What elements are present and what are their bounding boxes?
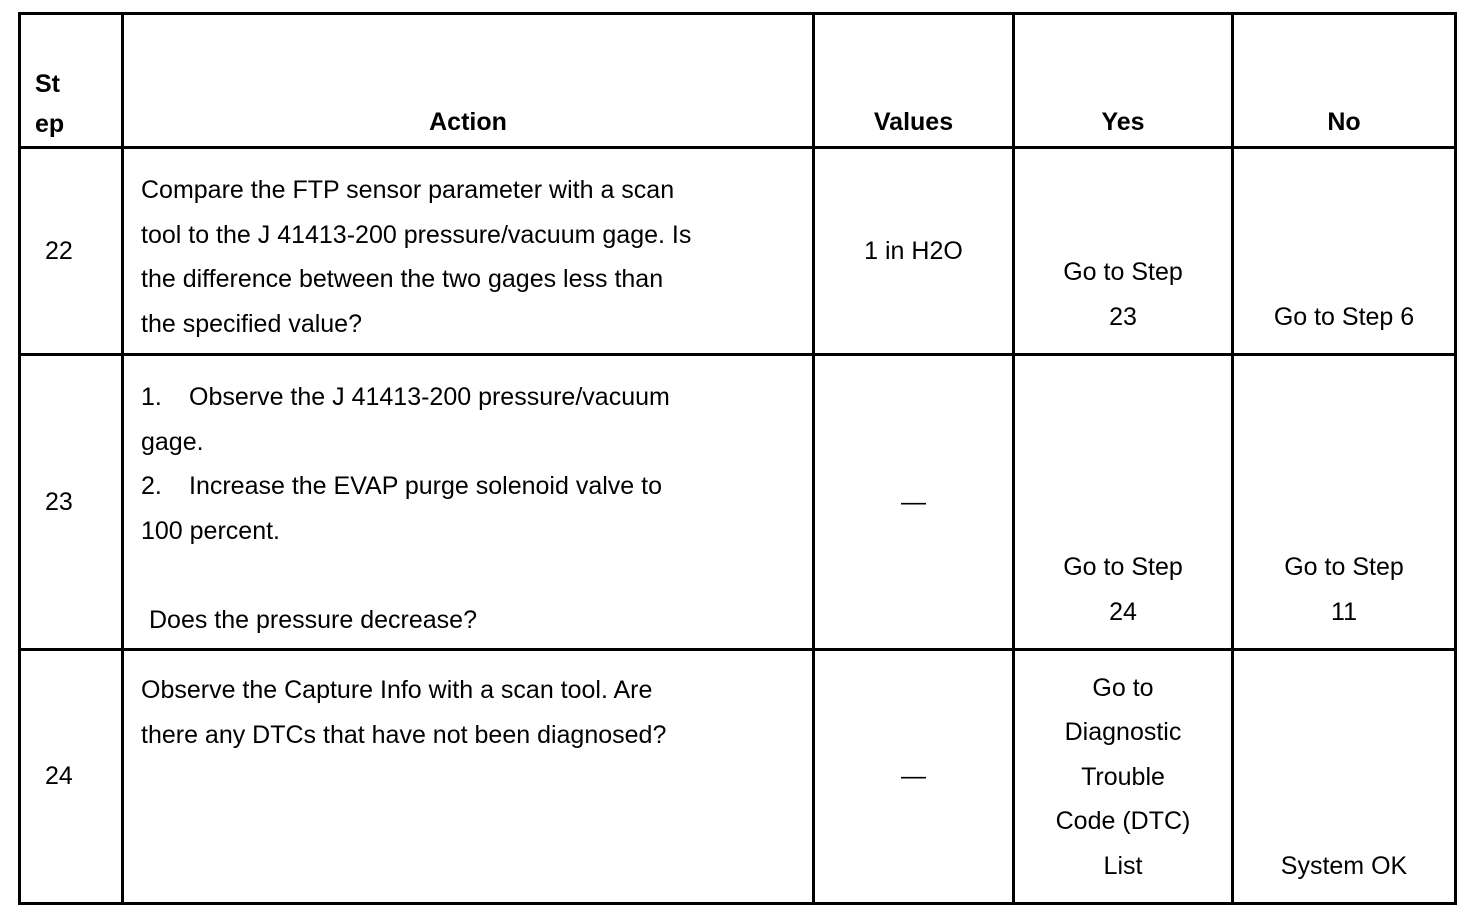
- action-question: Does the pressure decrease?: [149, 605, 477, 634]
- value-cell: —: [814, 355, 1014, 650]
- yes-cell: [1014, 148, 1233, 355]
- action-cell: [123, 148, 814, 355]
- table-header-row: [20, 14, 1456, 148]
- yes-line: List: [1103, 851, 1143, 880]
- header-action: Action: [123, 14, 814, 148]
- list-item-text: Observe the J 41413-200 pressure/vacuum: [189, 383, 670, 411]
- action-line: Observe the Capture Info with a scan tool. Are: [141, 676, 653, 704]
- no-cell: [1233, 355, 1456, 650]
- yes-line: Go to Step: [1063, 258, 1183, 286]
- list-item-continuation: 100 percent.: [141, 516, 280, 545]
- header-values: Values: [814, 14, 1014, 148]
- table-row-step-22: [20, 148, 1456, 355]
- action-line: tool to the J 41413-200 pressure/vacuum gage. Is: [141, 220, 692, 249]
- table-row-step-23: [20, 355, 1456, 650]
- yes-line: Go to: [1092, 673, 1154, 702]
- header-step: St ep: [20, 14, 123, 148]
- action-line: Compare the FTP sensor parameter with a scan: [141, 176, 675, 204]
- no-line: Go to Step: [1284, 553, 1404, 581]
- action-cell: [123, 355, 814, 650]
- no-line: 11: [1331, 597, 1357, 626]
- no-line: Go to Step 6: [1273, 302, 1415, 331]
- yes-line: 24: [1109, 597, 1137, 626]
- action-line: the specified value?: [141, 309, 362, 338]
- step-number: 23: [20, 355, 123, 650]
- list-item-number: 2.: [141, 472, 162, 500]
- header-no: No: [1233, 14, 1456, 148]
- yes-line: Go to Step: [1063, 553, 1183, 581]
- diagnostic-steps-table: [18, 12, 1457, 905]
- yes-line: Diagnostic: [1064, 718, 1182, 746]
- yes-line: Trouble: [1081, 762, 1165, 791]
- no-cell: [1233, 650, 1456, 904]
- header-yes: Yes: [1014, 14, 1233, 148]
- list-item-continuation: gage.: [141, 427, 204, 456]
- list-item-number: 1.: [141, 383, 162, 411]
- step-number: 24: [20, 650, 123, 904]
- list-item: [141, 464, 792, 509]
- yes-line: Code (DTC): [1055, 807, 1191, 835]
- list-item: [141, 375, 792, 420]
- action-cell: [123, 650, 814, 904]
- value-cell: 1 in H2O: [814, 148, 1014, 355]
- action-line: there any DTCs that have not been diagnosed?: [141, 720, 667, 749]
- table-row-step-24: [20, 650, 1456, 904]
- diagnostic-table-container: [18, 12, 1454, 902]
- yes-line: 23: [1109, 302, 1137, 331]
- list-item-text: Increase the EVAP purge solenoid valve to: [189, 472, 662, 500]
- step-number: 22: [20, 148, 123, 355]
- yes-cell: [1014, 355, 1233, 650]
- value-cell: —: [814, 650, 1014, 904]
- action-line: the difference between the two gages less than: [141, 265, 664, 293]
- yes-cell: [1014, 650, 1233, 904]
- no-line: System OK: [1280, 851, 1408, 880]
- no-cell: [1233, 148, 1456, 355]
